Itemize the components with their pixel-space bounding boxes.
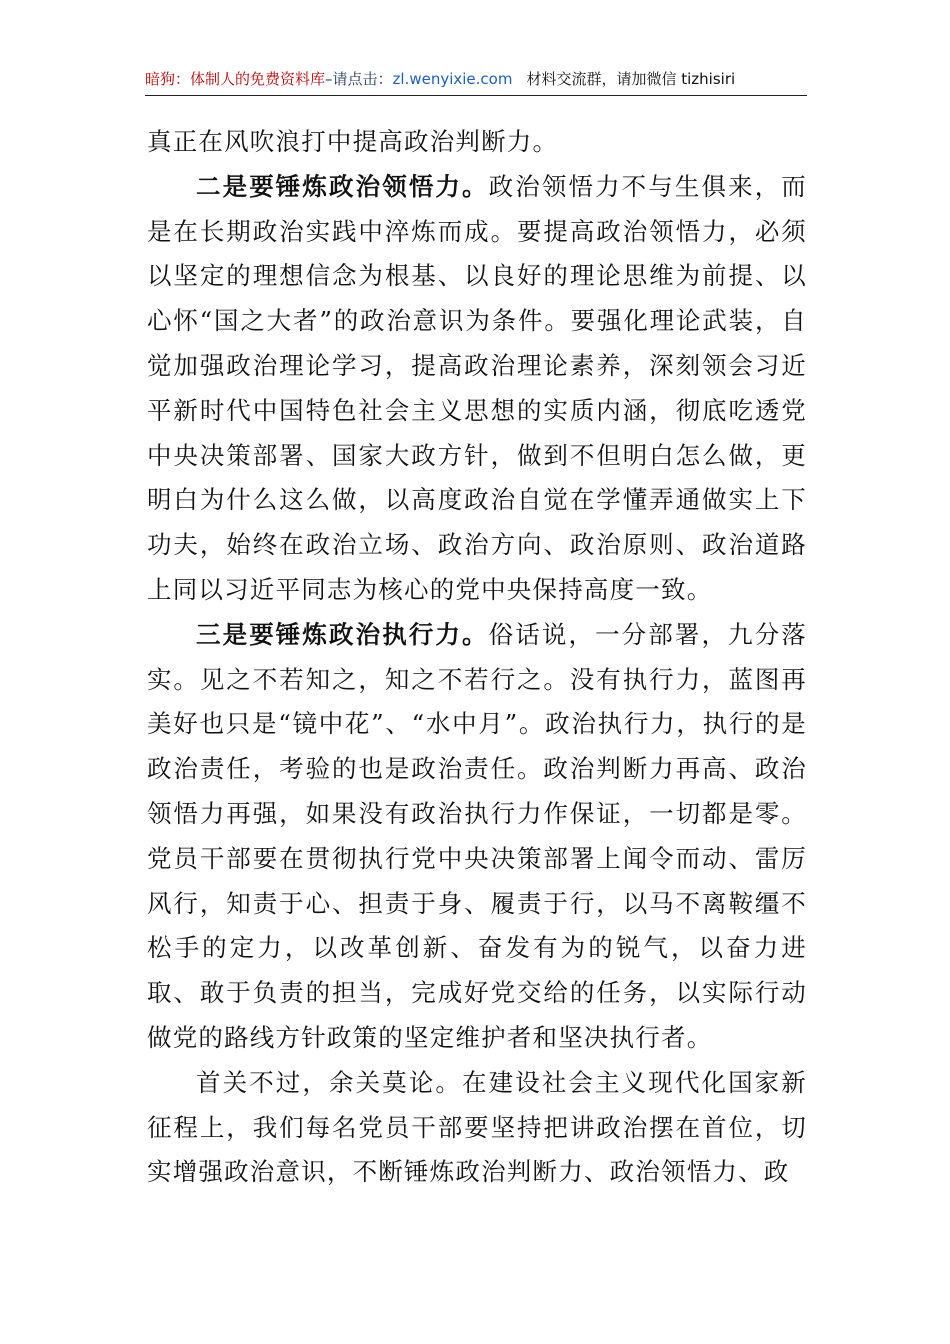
paragraph-text: 首关不过，余关莫论。在建设社会主义现代化国家新征程上，我们每名党员干部要坚持把讲政治摆在首位，切实增强政治意识，不断锤炼政治判断力、政治领悟力、政 [147,1067,807,1187]
header-contact: 材料交流群，请加微信 tizhisiri [526,70,736,88]
paragraph-text: 俗话说，一分部署，九分落实。见之不若知之，知之不若行之。没有执行力，蓝图再美好也只是“镜中花”、“水中月”。政治执行力，执行的是政治责任，考验的也是政治责任。政治判断力再高、政治领悟力再强，如果没有政治执行力作保证，一切都是零。党员干部要在贯彻执行党中央决策部署上闻令而动、雷厉风行，知责于心、担责于身、履责于行，以马不离鞍缰不松手的定力，以改革创新、奋发有为的锐气，以奋力进取、敢于负责的担当，完成好党交给的任务，以实际行动做党的路线方针政策的坚定维护者和坚决执行者。 [147,619,808,1052]
document-body [147,120,807,1195]
paragraph-continuation [147,120,807,165]
paragraph-point-two [147,165,807,613]
header-link[interactable]: zl.wenyixie.com [392,70,513,88]
header-prompt: –请点击： [325,70,393,88]
header-brand: 暗狗：体制人的免费资料库 [145,70,326,88]
paragraph-text: 政治领悟力不与生俱来，而是在长期政治实践中淬炼而成。要提高政治领悟力，必须以坚定的理想信念为根基、以良好的理论思维为前提、以心怀“国之大者”的政治意识为条件。要强化理论武装，自觉加强政治理论学习，提高政治理论素养，深刻领会习近平新时代中国特色社会主义思想的实质内涵，彻底吃透党中央决策部署、国家大政方针，做到不但明白怎么做，更明白为什么这么做，以高度政治自觉在学懂弄通做实上下功夫，始终在政治立场、政治方向、政治原则、政治道路上同以习近平同志为核心的党中央保持高度一致。 [147,171,808,604]
paragraph-point-three [147,613,807,1061]
paragraph-conclusion [147,1061,807,1195]
page-header [145,68,805,90]
paragraph-text: 真正在风吹浪打中提高政治判断力。 [147,127,559,156]
paragraph-lead: 二是要锤炼政治领悟力。 [196,171,489,201]
paragraph-lead: 三是要锤炼政治执行力。 [196,619,489,649]
header-divider [145,95,807,96]
